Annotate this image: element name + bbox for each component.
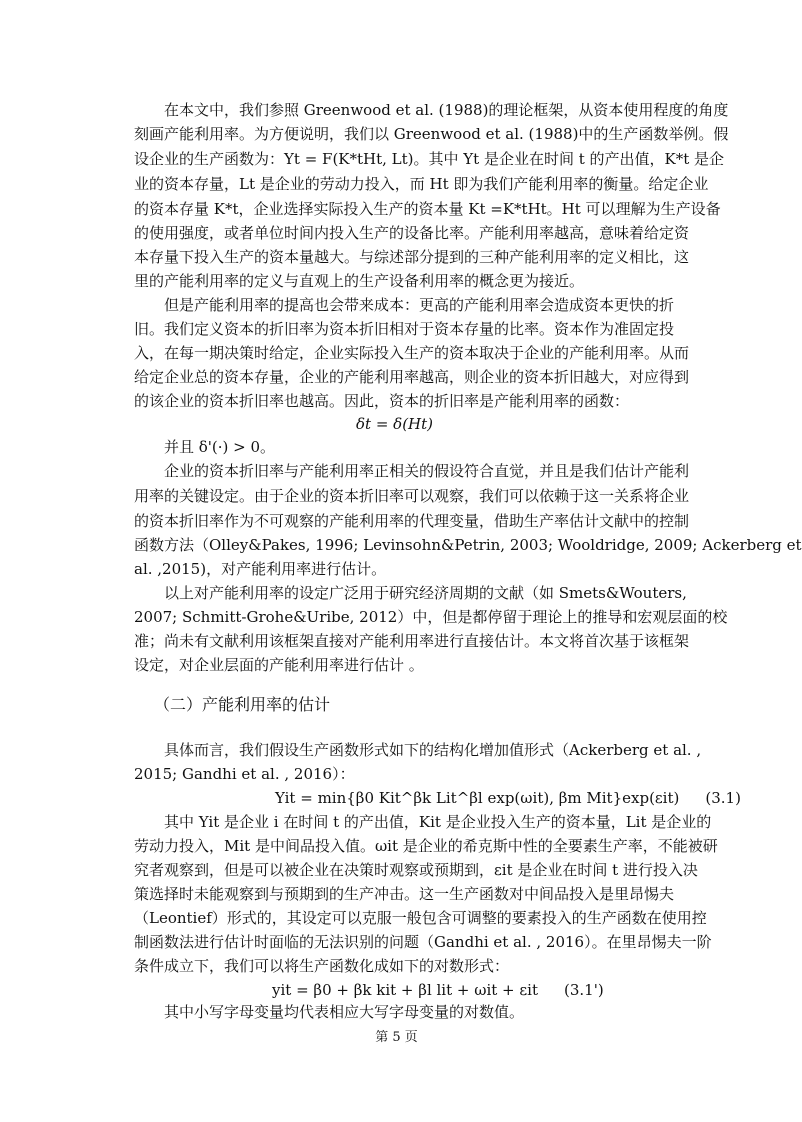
- equation-3-1-formula: Yit = min{β0 Kit^βk Lit^βl exp(ωit), βm Mit}exp(εit): [275, 789, 680, 807]
- equation-3-1-prime-formula: yit = β0 + βk kit + βl lit + ωit + εit: [272, 981, 538, 999]
- paragraph1-line: 刻画产能利用率。为方便说明，我们以 Greenwood et al. (1988)中的生产函数举例。假: [134, 125, 729, 143]
- paragraph3-line: 企业的资本折旧率与产能利用率正相关的假设符合直觉，并且是我们估计产能利: [164, 462, 690, 480]
- paragraph1-line: 的资本存量 K*t，企业选择实际投入生产的资本量 Kt =K*tHt。Ht 可以理解为生产设备: [134, 200, 721, 218]
- paragraph1-line: 业的资本存量，Lt 是企业的劳动力投入，而 Ht 即为我们产能利用率的衡量。给定企业: [134, 175, 709, 193]
- paragraph2-line: 但是产能利用率的提高也会带来成本：更高的产能利用率会造成资本更快的折: [164, 296, 675, 314]
- paragraph4-line: 准；尚未有文献利用该框架直接对产能利用率进行直接估计。本文将首次基于该框架: [134, 632, 690, 650]
- paragraph1-line: 本存量下投入生产的资本量越大。与综述部分提到的三种产能利用率的定义相比，这: [134, 248, 690, 266]
- paragraph1-line: 设企业的生产函数为：Yt = F(K*tHt, Lt)。其中 Yt 是企业在时间 t 的产出值，K*t 是企: [134, 150, 725, 168]
- paragraph6-line: 其中 Yit 是企业 i 在时间 t 的产出值，Kit 是企业投入生产的资本量，Lit 是企业的: [164, 813, 712, 831]
- paragraph1-line: 在本文中，我们参照 Greenwood et al. (1988)的理论框架，从资本使用程度的角度: [164, 101, 729, 119]
- paragraph6-line: 条件成立下，我们可以将生产函数化成如下的对数形式：: [134, 957, 510, 975]
- paragraph6-line: 制函数法进行估计时面临的无法识别的问题（Gandhi et al. , 2016）。在里昂惕夫一阶: [134, 933, 712, 951]
- paragraph7-line: 其中小写字母变量均代表相应大写字母变量的对数值。: [164, 1003, 525, 1021]
- paragraph2-line: 入，在每一期决策时给定，企业实际投入生产的资本取决于企业的产能利用率。从而: [134, 344, 690, 362]
- paragraph3-line: al. ,2015)，对产能利用率进行估计。: [134, 560, 387, 578]
- paragraph1-line: 里的产能利用率的定义与直观上的生产设备利用率的概念更为接近。: [134, 272, 585, 290]
- paragraph6-line: 劳动力投入，Mit 是中间品投入值。ωit 是企业的希克斯中性的全要素生产率，不能被研: [134, 837, 718, 855]
- paragraph2-line: 旧。我们定义资本的折旧率为资本折旧相对于资本存量的比率。资本作为准固定投: [134, 320, 675, 338]
- paragraph3-line: 用率的关键设定。由于企业的资本折旧率可以观察，我们可以依赖于这一关系将企业: [134, 487, 690, 505]
- paragraph1-line: 的使用强度，或者单位时间内投入生产的设备比率。产能利用率越高，意味着给定资: [134, 224, 690, 242]
- paragraph3-line: 函数方法（Olley&Pakes, 1996; Levinsohn&Petrin, 2003; Wooldridge, 2009; Ackerberg et: [134, 536, 802, 554]
- paragraph6-line: 究者观察到，但是可以被企业在决策时观察或预期到，εit 是企业在时间 t 进行投入决: [134, 861, 698, 879]
- equation-3-1: [275, 786, 741, 810]
- paragraph5-line: 具体而言，我们假设生产函数形式如下的结构化增加值形式（Ackerberg et al. ,: [164, 741, 702, 759]
- equation-delta: δt = δ(Ht): [356, 415, 434, 433]
- paragraph6-line: （Leontief）形式的，其设定可以克服一般包含可调整的要素投入的生产函数在使用控: [134, 909, 707, 927]
- equation-3-1-number: (3.1): [705, 789, 741, 807]
- equation-3-1-prime: [272, 978, 604, 1002]
- equation-3-1-prime-number: (3.1'): [564, 981, 604, 999]
- condition-line: 并且 δ'(·) > 0。: [164, 438, 276, 456]
- section-heading: （二）产能利用率的估计: [154, 695, 331, 714]
- paragraph5-line: 2015; Gandhi et al. , 2016）：: [134, 765, 355, 783]
- paragraph2-line: 的该企业的资本折旧率也越高。因此，资本的折旧率是产能利用率的函数：: [134, 392, 630, 410]
- paragraph4-line: 设定，对企业层面的产能利用率进行估计 。: [134, 656, 424, 674]
- paragraph2-line: 给定企业总的资本存量，企业的产能利用率越高，则企业的资本折旧越大，对应得到: [134, 368, 690, 386]
- paragraph3-line: 的资本折旧率作为不可观察的产能利用率的代理变量，借助生产率估计文献中的控制: [134, 512, 690, 530]
- paragraph4-line: 以上对产能利用率的设定广泛用于研究经济周期的文献（如 Smets&Wouters,: [164, 584, 687, 602]
- page-number: 第 5 页: [375, 1030, 418, 1045]
- paragraph6-line: 策选择时未能观察到与预期到的生产冲击。这一生产函数对中间品投入是里昂惕夫: [134, 885, 675, 903]
- paragraph4-line: 2007; Schmitt-Grohe&Uribe, 2012）中，但是都停留于理论上的推导和宏观层面的校: [134, 608, 728, 626]
